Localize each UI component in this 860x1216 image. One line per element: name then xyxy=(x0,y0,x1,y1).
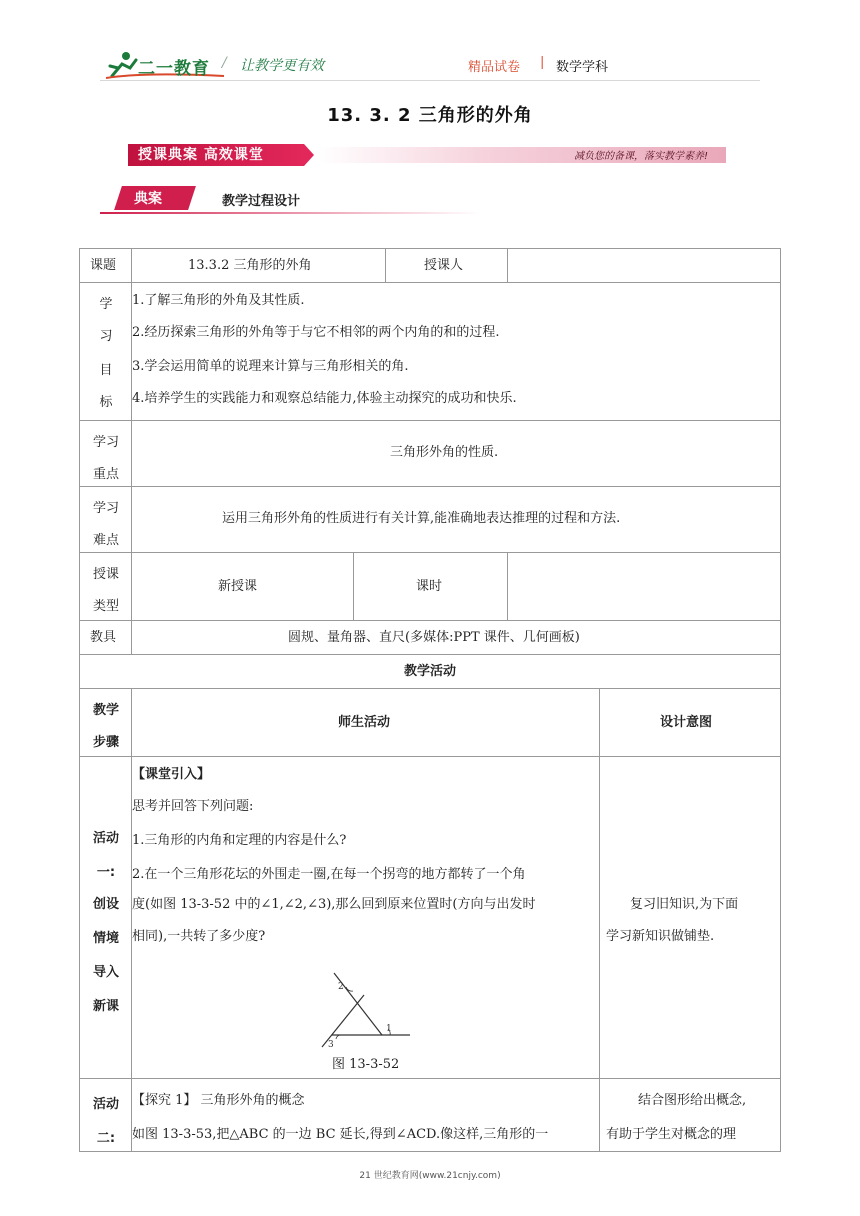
cell-act2-step xyxy=(80,1079,132,1151)
header-slash: / xyxy=(222,55,227,71)
act1-intent-line: 学习新知识做铺垫. xyxy=(606,929,715,944)
goal-item: 1.了解三角形的外角及其性质. xyxy=(132,293,305,308)
act1-line: 2.在一个三角形花坛的外围走一圈,在每一个拐弯的地方都转了一个角 xyxy=(132,867,526,882)
page-header xyxy=(0,0,860,90)
cell-teacher xyxy=(508,249,780,283)
step-header-line: 教学 xyxy=(92,703,119,718)
cell-step-header xyxy=(80,689,132,757)
difficulty-label-line: 难点 xyxy=(92,533,119,548)
cell-topic xyxy=(132,249,386,283)
cell-hours xyxy=(508,553,780,621)
act1-heading: 【课堂引入】 xyxy=(132,767,211,782)
cell-activity-col-header xyxy=(132,689,600,757)
header-tag-separator: | xyxy=(540,55,545,70)
key-label-line: 重点 xyxy=(92,467,119,482)
difficulty-text: 运用三角形外角的性质进行有关计算,能准确地表达推理的过程和方法. xyxy=(222,511,621,526)
cell-tools xyxy=(132,621,780,655)
step-header-line: 步骤 xyxy=(92,735,119,750)
act1-line: 思考并回答下列问题: xyxy=(132,799,254,814)
triangle-figure xyxy=(316,969,414,1051)
cell-act1-activity xyxy=(132,757,600,1079)
header-divider xyxy=(100,80,760,81)
figure-label-2: 2 xyxy=(338,982,344,992)
difficulty-label-line: 学习 xyxy=(92,501,119,516)
act1-line: 度(如图 13-3-52 中的∠1,∠2,∠3),那么回到原来位置时(方向与出发时 xyxy=(132,897,536,912)
act1-step-line: 创设 xyxy=(92,897,119,912)
intent-col-header: 设计意图 xyxy=(660,715,713,730)
lesson-plan-table xyxy=(79,248,781,1152)
page-footer: 21 世纪教育网(www.21cnjy.com) xyxy=(359,1171,501,1181)
act1-step-line: 活动 xyxy=(92,831,119,846)
cell-type xyxy=(132,553,354,621)
figure-caption: 图 13-3-52 xyxy=(332,1057,400,1072)
section-heading xyxy=(100,182,480,214)
act1-step-line: 情境 xyxy=(92,931,119,946)
cell-difficulty xyxy=(132,487,780,553)
goal-item: 4.培养学生的实践能力和观察总结能力,体验主动探究的成功和快乐. xyxy=(132,391,517,406)
goals-label-char: 学 xyxy=(99,297,113,312)
cell-hours-label xyxy=(354,553,508,621)
act2-step-line: 二: xyxy=(96,1131,116,1146)
cell-act1-intent xyxy=(600,757,780,1079)
type-label-line: 类型 xyxy=(92,599,119,614)
act1-line: 相同),一共转了多少度? xyxy=(132,929,266,944)
cell-key-label xyxy=(80,421,132,487)
section-pill-text: 典案 xyxy=(134,191,162,207)
banner-label: 授课典案 高效课堂 xyxy=(128,144,304,166)
section-label: 教学过程设计 xyxy=(222,194,301,209)
activity-col-header: 师生活动 xyxy=(338,715,391,730)
act1-line: 1.三角形的内角和定理的内容是什么? xyxy=(132,833,347,848)
cell-act2-activity xyxy=(132,1079,600,1151)
banner-arrow-icon xyxy=(304,144,314,166)
act2-intent-line: 结合图形给出概念, xyxy=(638,1093,747,1108)
goal-item: 3.学会运用简单的说理来计算与三角形相关的角. xyxy=(132,359,409,374)
banner-motto: 减负您的备课，落实教学素养! xyxy=(573,151,708,162)
cell-topic-label xyxy=(80,249,132,283)
key-text: 三角形外角的性质. xyxy=(390,445,499,460)
cell-difficulty-label xyxy=(80,487,132,553)
goal-item: 2.经历探索三角形的外角等于与它不相邻的两个内角的和的过程. xyxy=(132,325,500,340)
cell-activity-header xyxy=(80,655,780,689)
act1-step-line: 新课 xyxy=(92,999,119,1014)
tools-label: 教具 xyxy=(90,630,117,645)
header-tag-exam: 精品试卷 xyxy=(468,60,521,75)
logo-text: 二一教育 xyxy=(138,59,210,79)
act1-intent-line: 复习旧知识,为下面 xyxy=(630,897,739,912)
activity-header: 教学活动 xyxy=(403,664,456,679)
tools-text: 圆规、量角器、直尺(多媒体:PPT 课件、几何画板) xyxy=(288,630,580,645)
act2-heading: 【探究 1】 三角形外角的概念 xyxy=(132,1093,305,1108)
page-title: 13. 3. 2 三角形的外角 xyxy=(327,105,533,126)
act2-step-line: 活动 xyxy=(92,1097,119,1112)
key-label-line: 学习 xyxy=(92,435,119,450)
act2-line: 如图 13-3-53,把△ABC 的一边 BC 延长,得到∠ACD.像这样,三角形的一 xyxy=(132,1127,549,1142)
goals-label-char: 目 xyxy=(99,363,113,378)
cell-teacher-label xyxy=(386,249,508,283)
hours-label: 课时 xyxy=(416,579,443,594)
topic-value: 13.3.2 三角形的外角 xyxy=(188,258,312,273)
act1-step-line: 一: xyxy=(96,865,116,880)
header-tag-subject: 数学学科 xyxy=(556,60,609,75)
type-value: 新授课 xyxy=(218,579,258,594)
cell-act1-step xyxy=(80,757,132,1079)
teacher-label: 授课人 xyxy=(424,258,464,273)
cell-act2-intent xyxy=(600,1079,780,1151)
cell-tools-label xyxy=(80,621,132,655)
section-underline xyxy=(100,212,480,214)
cell-intent-col-header xyxy=(600,689,780,757)
cell-type-label xyxy=(80,553,132,621)
lesson-banner xyxy=(128,144,726,166)
goals-label-char: 标 xyxy=(99,395,113,410)
cell-goals-label xyxy=(80,283,132,421)
act1-step-line: 导入 xyxy=(92,965,119,980)
cell-key xyxy=(132,421,780,487)
act2-intent-line: 有助于学生对概念的理 xyxy=(606,1127,737,1142)
type-label-line: 授课 xyxy=(92,567,119,582)
figure-label-3: 3 xyxy=(328,1040,334,1050)
topic-label: 课题 xyxy=(90,258,117,273)
goals-label-char: 习 xyxy=(99,329,113,344)
header-slogan: 让教学更有效 xyxy=(240,58,324,74)
cell-goals xyxy=(132,283,780,421)
figure-label-1: 1 xyxy=(386,1024,392,1034)
